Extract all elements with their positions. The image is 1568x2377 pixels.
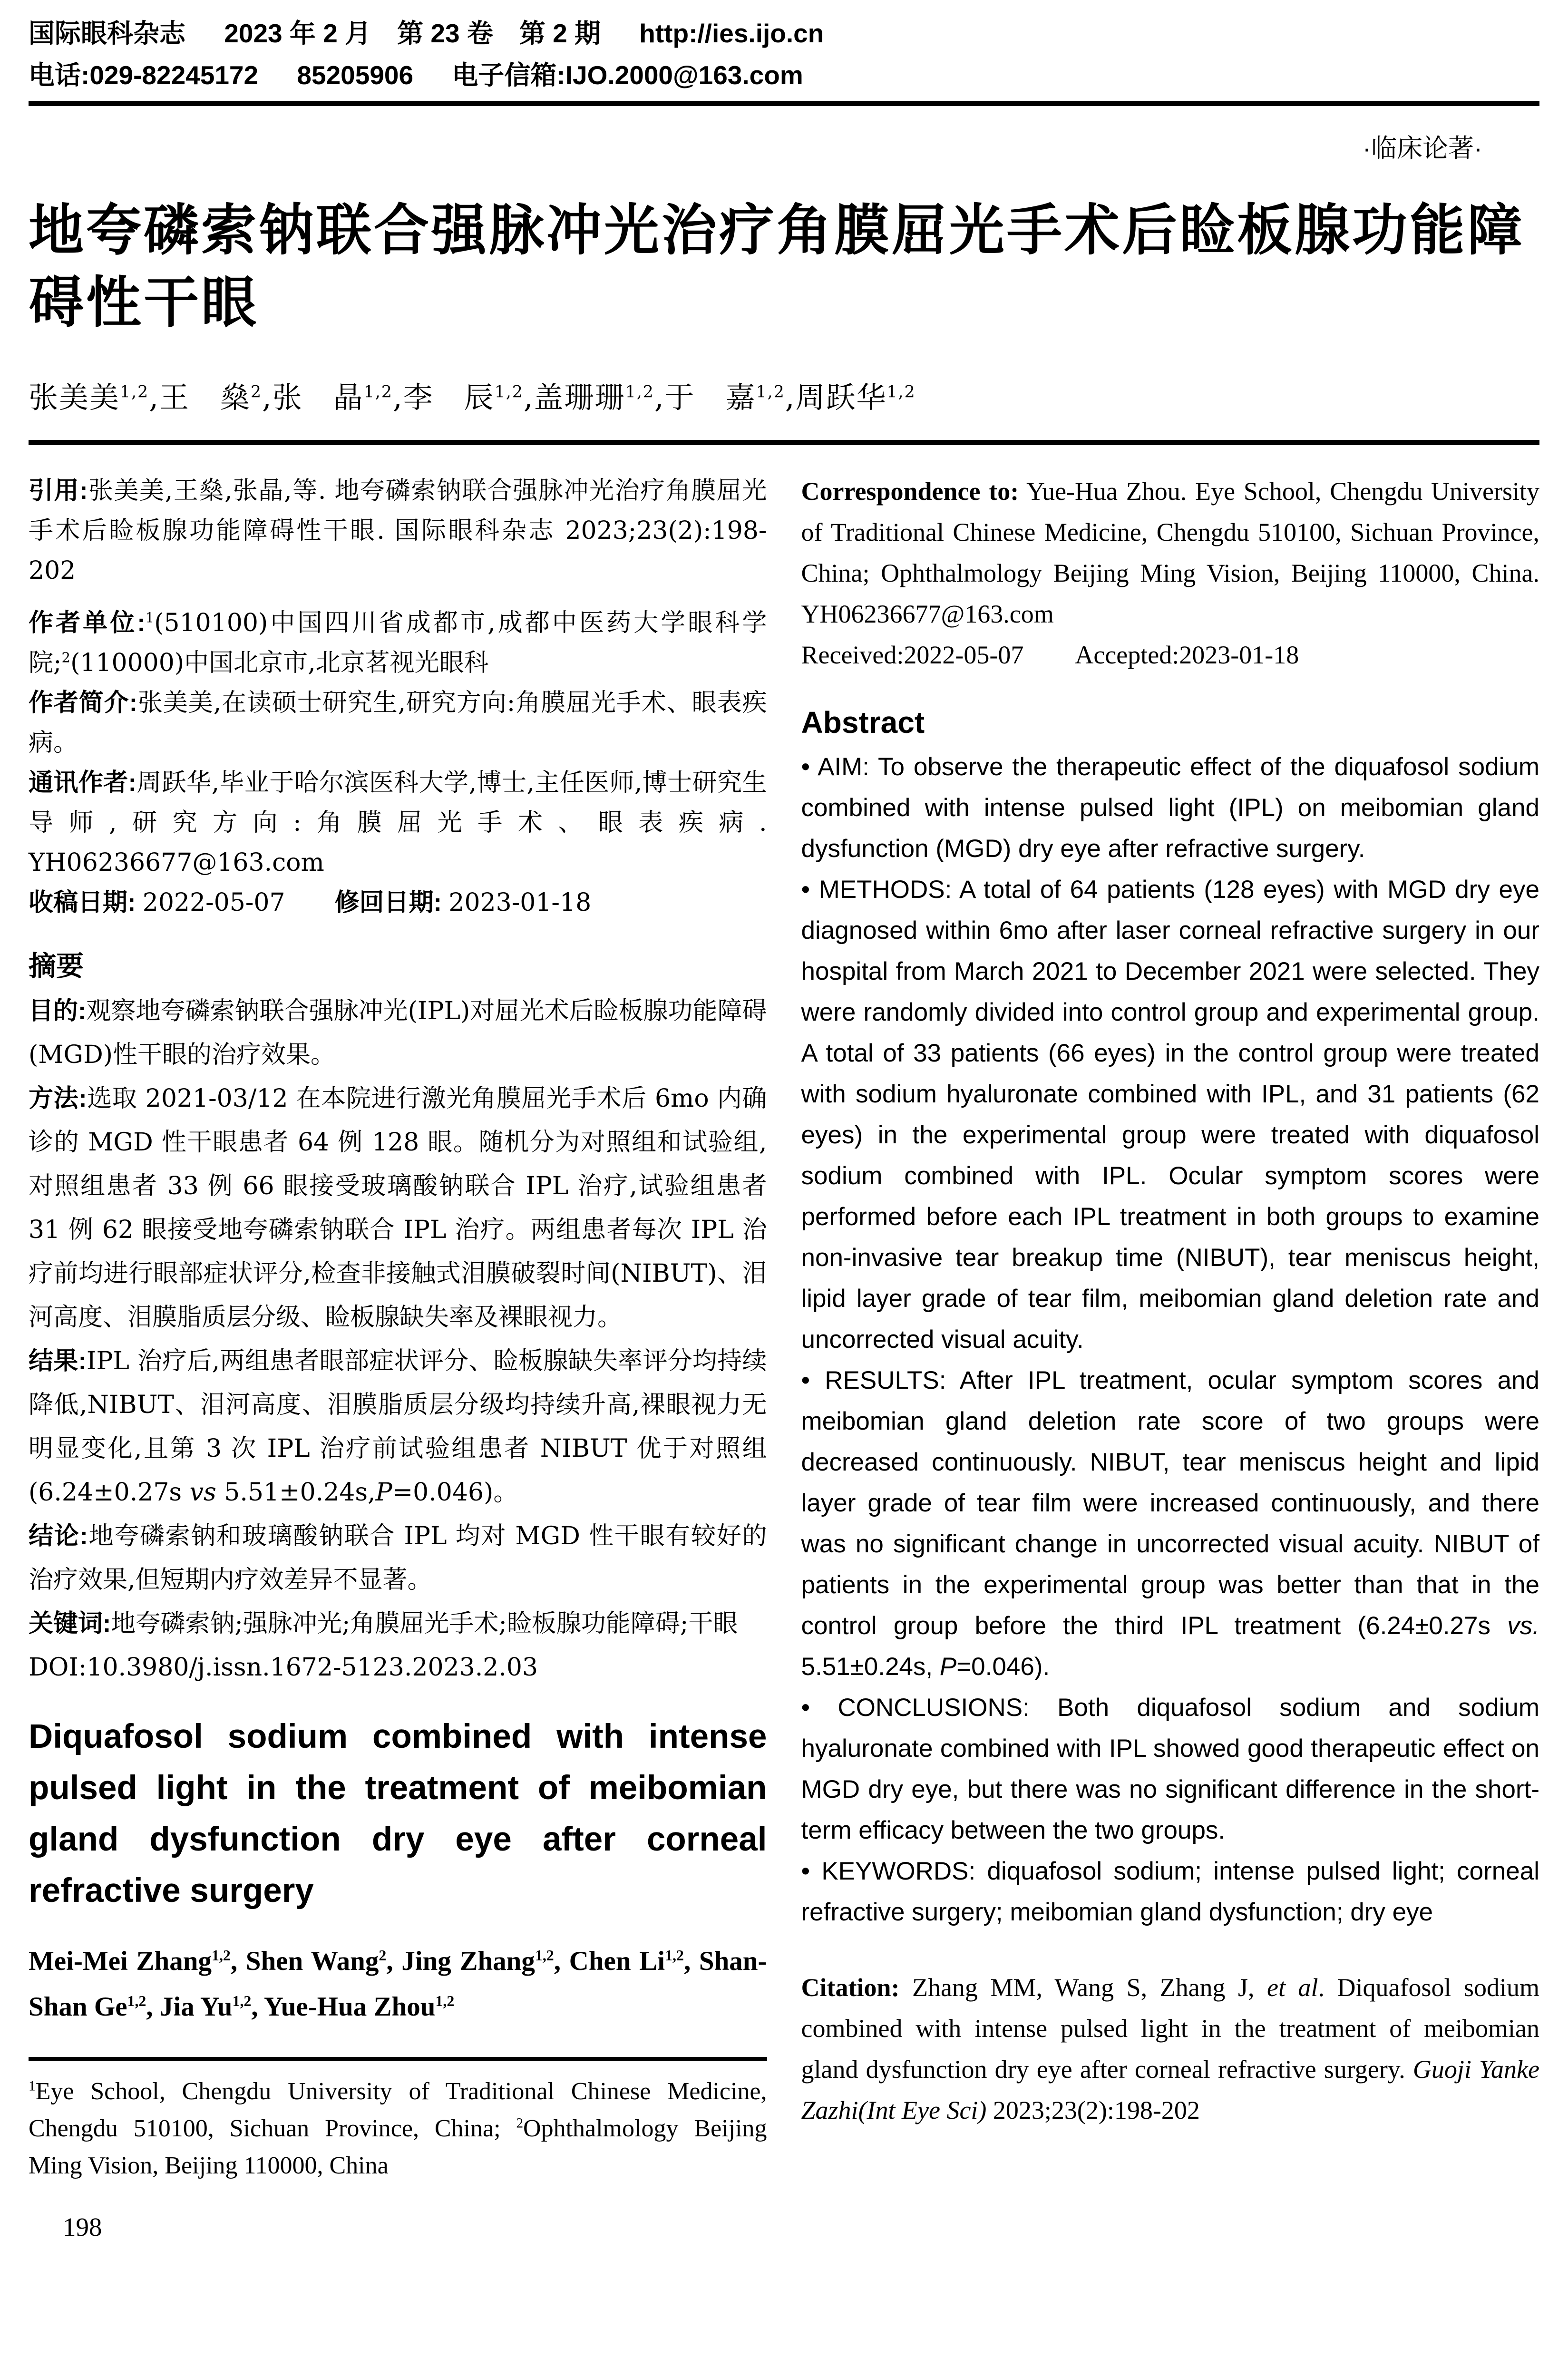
journal-phone2: 85205906 [297,60,414,90]
aim-paragraph: • AIM: To observe the therapeutic effect of the diquafosol sodium combined with intense pulsed light (IPL) on meibomian gland dysfunction (MGD) dry eye after refractive surgery. [801,753,1539,863]
aim-cn-paragraph [29,989,767,1077]
dates-line: 收稿日期: 2022-05-07 修回日期: 2023-01-18 [29,888,592,917]
authors-cn: 张美美$^{1,2}$,王 燊$^2$,张 晶$^{1,2}$,李 辰$^{1,2}$,盖珊珊$^{1,2}$,于 嘉$^{1,2}$,周跃华$^{1,2}$ [29,380,916,415]
conclusion-cn-text: 地夸磷索钠和玻璃酸钠联合 IPL 均对 MGD 性干眼有较好的治疗效果,但短期内疗效差异不显著。 [29,1522,767,1594]
right-column [801,471,1540,2242]
citation-cn-text: 张美美,王燊,张晶,等. 地夸磷索钠联合强脉冲光治疗角膜屈光手术后睑板腺功能障碍性干眼. 国际眼科杂志 2023;23(2):198-202 [29,477,767,585]
correspondence-cn-paragraph [29,763,767,883]
author-bio-label: 作者简介: [29,689,138,717]
citation-cn-paragraph [29,471,767,591]
keywords-cn-paragraph [29,1602,767,1646]
citation-en-paragraph: Citation: Zhang MM, Wang S, Zhang J, et al. Diquafosol sodium combined with intense pulsed light in the treatment of meibomian gland dysfunction dry eye after corneal refractive surgery. Guoji Yanke Zazhi(Int Eye Sci) 2023;23(2):198-202 [801,1973,1539,2124]
author-bio-text: 张美美,在读硕士研究生,研究方向:角膜屈光手术、眼表疾病。 [29,689,767,757]
journal-header-line2 [29,54,1539,96]
aim-cn-text: 观察地夸磷索钠联合强脉冲光(IPL)对屈光术后睑板腺功能障碍(MGD)性干眼的治疗效果。 [29,997,767,1069]
conclusion-cn-label: 结论: [29,1522,88,1550]
header-rule [29,101,1539,106]
article-type-badge: ·临床论著· [1363,134,1482,163]
footnote-rule [29,2057,767,2061]
methods-paragraph: • METHODS: A total of 64 patients (128 eyes) with MGD dry eye diagnosed within 6mo after laser corneal refractive surgery in our hospital from March 2021 to December 2021 were selected. They were randomly divided into control group and experimental group. A total of 33 patients (66 eyes) in the control group were treated with sodium hyaluronate combined with IPL, and 31 patients (62 eyes) in the experimental group were treated with diquafosol sodium combined with IPL. Ocular symptom scores were performed before each IPL treatment in both groups to examine non-invasive tear breakup time (NIBUT), tear meniscus height, lipid layer grade of tear film, meibomian gland deletion rate and uncorrected visual acuity. [801,876,1539,1354]
author-bio-paragraph [29,683,767,763]
journal-header-line1 [29,12,1539,54]
correspondence-cn-label: 通讯作者: [29,769,136,797]
received-accepted-line: Received:2022-05-07 Accepted:2023-01-18 [801,641,1299,669]
abstract-cn-heading: 摘要 [29,951,84,982]
correspondence-en-paragraph: Correspondence to: Yue-Hua Zhou. Eye School, Chengdu University of Traditional Chinese Medicine, Chengdu 510100, Sichuan Province, China; Ophthalmology Beijing Ming Vision, Beijing 110000, China. YH06236677@163.com [801,477,1540,628]
authors-rule [29,440,1539,445]
results-paragraph: • RESULTS: After IPL treatment, ocular symptom scores and meibomian gland deletion rate score of two groups were decreased continuously. NIBUT, tear meniscus height and lipid layer grade of tear film were increased continuously, and there was no significant change in uncorrected visual acuity. NIBUT of patients in the experimental group was better than that in the control group before the third IPL treatment (6.24±0.27s vs. 5.51±0.24s, P=0.046). [801,1366,1539,1681]
article-title-en: Diquafosol sodium combined with intense pulsed light in the treatment of meibomian gland dysfunction dry eye after corneal refractive surgery [29,1718,767,1909]
results-cn-paragraph: 结果:IPL 治疗后,两组患者眼部症状评分、睑板腺缺失率评分均持续降低,NIBUT、泪河高度、泪膜脂质层分级均持续升高,裸眼视力无明显变化,且第 3 次 IPL 治疗前试验组患者 NIBUT 优于对照组(6.24±0.27s vs 5.51±0.24s,P=0.046)。 [29,1347,767,1507]
keywords-cn-text: 地夸磷索钠;强脉冲光;角膜屈光手术;睑板腺功能障碍;干眼 [111,1609,738,1638]
conclusion-cn-paragraph [29,1514,767,1602]
left-column [29,471,767,2242]
footnote-en: $^1$Eye School, Chengdu University of Traditional Chinese Medicine, Chengdu 510100, Sichuan Province, China; $^2$Ophthalmology Beijing Ming Vision, Beijing 110000, China [29,2078,767,2179]
abstract-en-heading: Abstract [801,705,925,740]
journal-phone: 电话:029-82245172 [29,60,259,90]
journal-email: 电子信箱:IJO.2000@163.com [452,60,803,90]
citation-cn-label: 引用: [29,477,88,505]
abstract-cn [29,944,767,1689]
two-column-body [29,471,1539,2242]
doi-line: DOI:10.3980/j.issn.1672-5123.2023.2.03 [29,1653,538,1682]
methods-cn-paragraph [29,1077,767,1339]
keywords-paragraph: • KEYWORDS: diquafosol sodium; intense pulsed light; corneal refractive surgery; meibomian gland dysfunction; dry eye [801,1857,1539,1926]
journal-url: http://ies.ijo.cn [639,19,824,48]
authors-en: Mei-Mei Zhang$^{1,2}$, Shen Wang$^2$, Jing Zhang$^{1,2}$, Chen Li$^{1,2}$, Shan-Shan Ge$^{1,2}$, Jia Yu$^{1,2}$, Yue-Hua Zhou$^{1,2}$ [29,1946,767,2022]
keywords-cn-label: 关键词: [29,1610,111,1637]
aim-cn-label: 目的: [29,997,87,1025]
methods-cn-label: 方法: [29,1085,87,1112]
methods-cn-text: 选取 2021-03/12 在本院进行激光角膜屈光手术后 6mo 内确诊的 MGD 性干眼患者 64 例 128 眼。随机分为对照组和试验组,对照组患者 33 例 66 眼接受玻璃酸钠联合 IPL 治疗,试验组患者 31 例 62 眼接受地夸磷索钠联合 IPL 治疗。两组患者每次 IPL 治疗前均进行眼部症状评分,检查非接触式泪膜破裂时间(NIBUT)、泪河高度、泪膜脂质层分级、睑板腺缺失率及裸眼视力。 [29,1084,767,1332]
page-number: 198 [63,2212,102,2241]
journal-header [29,12,1539,96]
affiliation-paragraph: 作者单位:$^1$(510100)中国四川省成都市,成都中医药大学眼科学院;$^2$(110000)中国北京市,北京茗视光眼科 [29,609,767,677]
issue-info: 2023 年 2 月 第 23 卷 第 2 期 [224,19,601,48]
conclusions-paragraph: • CONCLUSIONS: Both diquafosol sodium and sodium hyaluronate combined with IPL showed good therapeutic effect on MGD dry eye, but there was no significant difference in the short-term efficacy between the two groups. [801,1694,1539,1844]
correspondence-cn-text: 周跃华,毕业于哈尔滨医科大学,博士,主任医师,博士研究生导师,研究方向:角膜屈光手术、眼表疾病. YH06236677@163.com [29,769,767,877]
journal-name: 国际眼科杂志 [29,19,186,48]
article-title-cn: 地夸磷索钠联合强脉冲光治疗角膜屈光手术后睑板腺功能障碍性干眼 [29,199,1525,333]
